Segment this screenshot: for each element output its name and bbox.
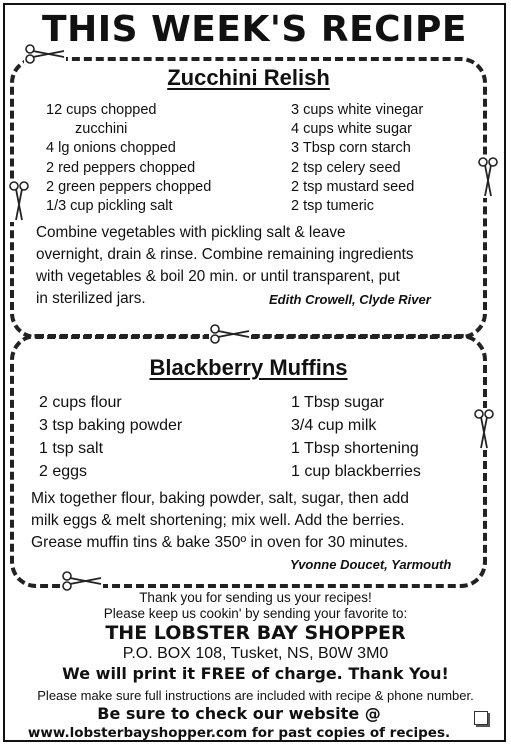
ingredient: 3/4 cup milk (291, 417, 377, 434)
recipe-coupon-zucchini-relish (10, 57, 487, 339)
ingredient: 3 cups white vinegar (291, 102, 424, 118)
recipe-instructions (31, 488, 409, 554)
instructions-note: Please make sure full instructions are included with recipe & phone number. (37, 688, 474, 703)
ingredient: 2 green peppers chopped (46, 178, 212, 195)
ingredient: 2 tsp celery seed (291, 159, 401, 176)
ingredient: 1 tsp salt (39, 440, 104, 457)
ingredient: 1 cup blackberries (291, 463, 421, 480)
checkbox-icon (474, 711, 488, 725)
ingredient: 1/3 cup pickling salt (46, 198, 173, 215)
ingredients-right (291, 101, 423, 216)
ingredient: 1 Tbsp shortening (291, 440, 419, 457)
scissors-icon (61, 571, 103, 591)
scissors-icon (9, 180, 29, 222)
instruction-line: Mix together flour, baking powder, salt, sugar, then add (31, 490, 409, 507)
ingredient: 3 Tbsp corn starch (291, 140, 411, 157)
instruction-line: in sterilized jars. (36, 290, 146, 307)
ingredient: 4 cups white sugar (291, 121, 412, 138)
ingredient: 2 tsp tumeric (291, 198, 374, 215)
ingredient: 2 eggs (39, 463, 88, 480)
scissors-icon (478, 156, 498, 198)
ingredient: 2 cups flour (39, 394, 122, 411)
recipe-title: Zucchini Relish (167, 65, 330, 90)
ingredient: 2 red peppers chopped (46, 159, 196, 176)
scissors-icon (474, 408, 494, 450)
recipe-author: Edith Crowell, Clyde River (269, 292, 431, 307)
free-print-line: We will print it FREE of charge. Thank You! (62, 664, 449, 683)
ingredients-left (39, 391, 182, 483)
recipe-coupon-blackberry-muffins (10, 334, 487, 588)
ingredient: 3 tsp baking powder (39, 417, 183, 434)
instruction-line: Combine vegetables with pickling salt & leave (36, 224, 346, 241)
website-prompt: Be sure to check our website @ (97, 704, 381, 723)
ingredient: 4 lg onions chopped (46, 140, 176, 157)
recipe-title: Blackberry Muffins (149, 355, 348, 380)
thanks-line: Thank you for sending us your recipes! (139, 590, 372, 605)
ingredients-left (46, 101, 211, 216)
ingredients-right (291, 391, 421, 483)
ingredient: zucchini (75, 121, 128, 138)
scissors-icon (209, 324, 251, 344)
mailing-address: P.O. BOX 108, Tusket, NS, B0W 3M0 (122, 645, 389, 662)
send-line: Please keep us cookin' by sending your favorite to: (103, 606, 408, 621)
ingredient: 12 cups chopped (46, 102, 157, 118)
website-link[interactable]: www.lobsterbayshopper.com for past copies of recipes. (27, 725, 451, 741)
instruction-line: with vegetables & boil 20 min. or until transparent, put (36, 268, 400, 285)
ingredient: 1 Tbsp sugar (291, 394, 385, 411)
ingredient: 2 tsp mustard seed (291, 178, 415, 195)
recipe-author: Yvonne Doucet, Yarmouth (290, 557, 452, 572)
instruction-line: milk eggs & melt shortening; mix well. Add the berries. (31, 512, 405, 529)
instruction-line: Grease muffin tins & bake 350º in oven for 30 minutes. (31, 534, 409, 551)
scissors-icon (24, 44, 66, 64)
shopper-name: THE LOBSTER BAY SHOPPER (105, 622, 406, 644)
instruction-line: overnight, drain & rinse. Combine remaining ingredients (36, 246, 414, 263)
page-title: THIS WEEK'S RECIPE (42, 9, 467, 50)
